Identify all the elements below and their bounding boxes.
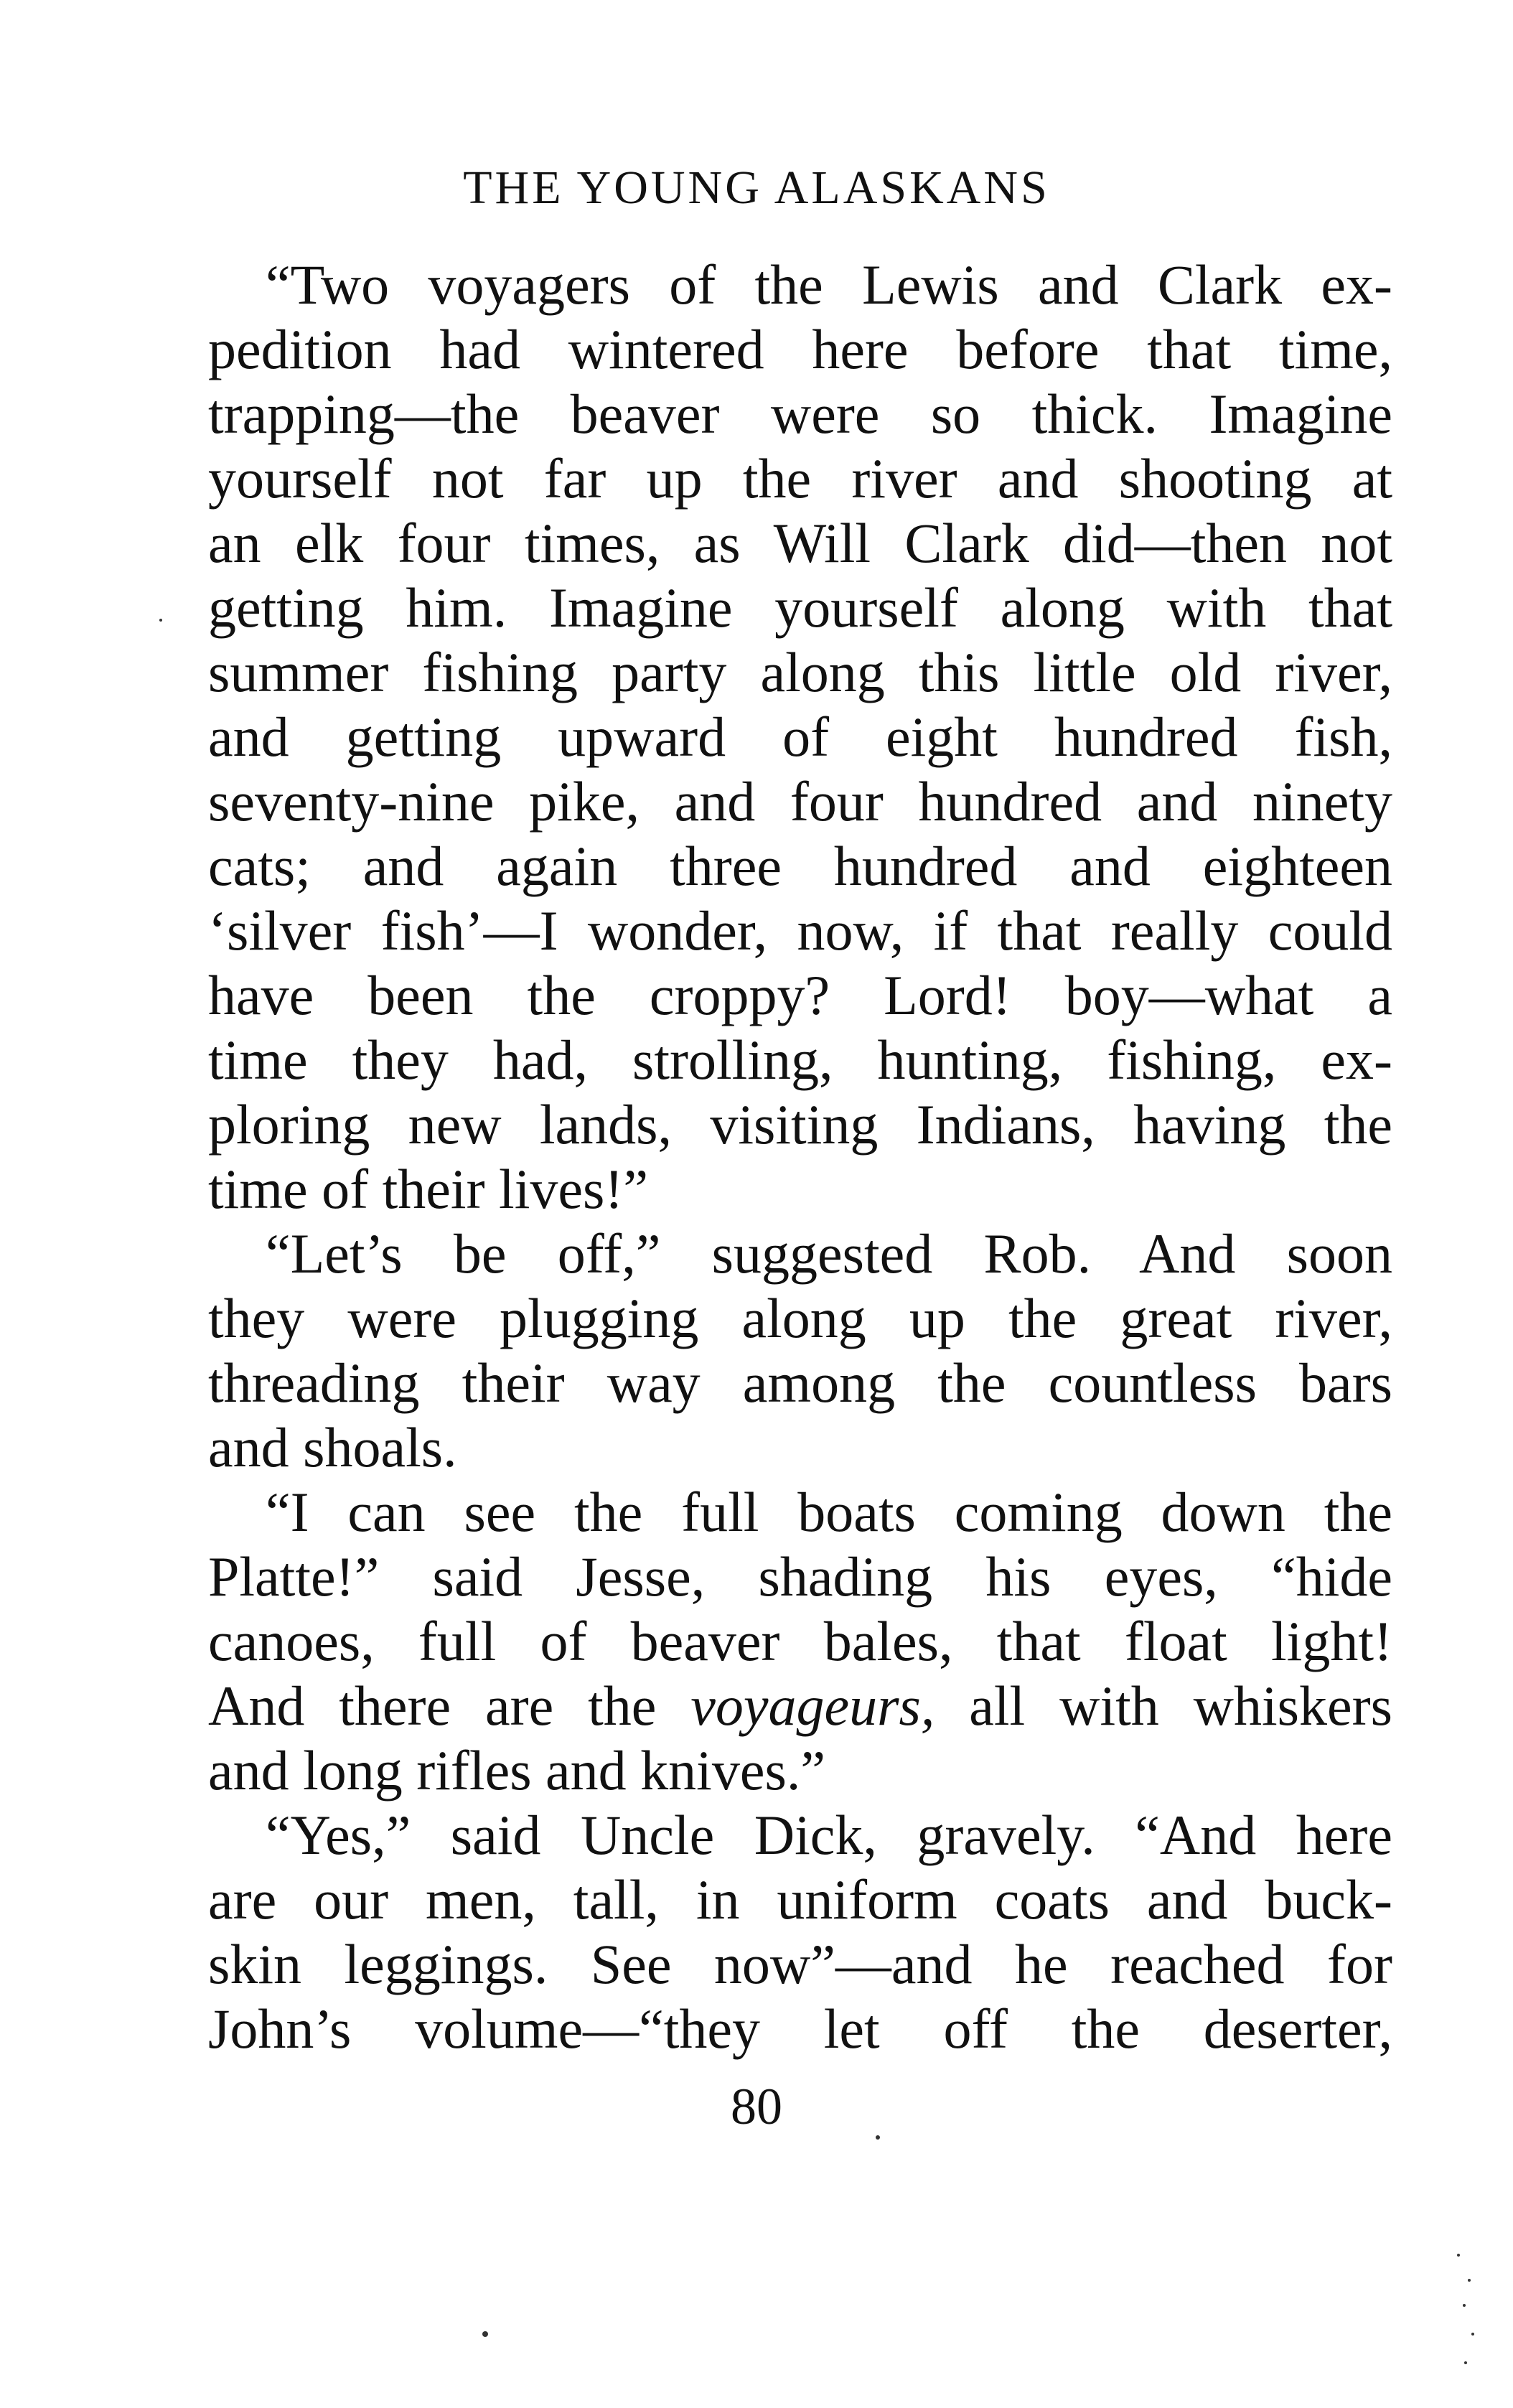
text-line: summer fishing party along this little old river, xyxy=(208,641,1392,703)
text-line: “I can see the full boats coming down the xyxy=(266,1481,1392,1543)
text-line: threading their way among the countless bars xyxy=(208,1351,1392,1414)
text-line: time of their lives!” xyxy=(208,1158,648,1220)
text-line: John’s volume—“they let off the deserter, xyxy=(208,1997,1392,2060)
text-run: And there are the xyxy=(208,1674,691,1737)
text-line: yourself not far up the river and shooting at xyxy=(208,447,1392,510)
text-line: skin leggings. See now”—and he reached for xyxy=(208,1933,1392,1995)
print-speck xyxy=(1457,2254,1460,2257)
print-speck xyxy=(1471,2333,1474,2336)
text-line: and long rifles and knives.” xyxy=(208,1739,825,1802)
text-line: ‘silver fish’—I wonder, now, if that really could xyxy=(208,899,1392,962)
print-speck xyxy=(1464,2361,1467,2364)
print-speck xyxy=(159,619,162,622)
text-line: seventy-nine pike, and four hundred and ninety xyxy=(208,770,1392,833)
text-line: “Yes,” said Uncle Dick, gravely. “And here xyxy=(266,1804,1392,1866)
text-line: trapping—the beaver were so thick. Imagine xyxy=(208,383,1392,445)
page-number: 80 xyxy=(731,2078,782,2135)
text-line: “Two voyagers of the Lewis and Clark ex- xyxy=(266,253,1392,316)
text-line: they were plugging along up the great river, xyxy=(208,1287,1392,1349)
running-head: THE YOUNG ALASKANS xyxy=(463,161,1050,214)
print-speck xyxy=(1468,2279,1471,2282)
text-line: ploring new lands, visiting Indians, having the xyxy=(208,1093,1392,1156)
text-line: and getting upward of eight hundred fish, xyxy=(208,706,1392,768)
text-line: getting him. Imagine yourself along with that xyxy=(208,576,1392,639)
print-speck xyxy=(482,2331,488,2337)
text-line: cats; and again three hundred and eighteen xyxy=(208,835,1392,897)
text-run: all with whiskers xyxy=(934,1674,1392,1737)
text-line: and shoals. xyxy=(208,1416,457,1479)
text-line: time they had, strolling, hunting, fishing, ex- xyxy=(208,1029,1392,1091)
text-line: are our men, tall, in uniform coats and buck- xyxy=(208,1868,1392,1931)
text-line: have been the croppy? Lord! boy—what a xyxy=(208,964,1392,1026)
text-line: “Let’s be off,” suggested Rob. And soon xyxy=(266,1222,1392,1285)
print-speck xyxy=(876,2135,880,2140)
text-line: Platte!” said Jesse, shading his eyes, “hide xyxy=(208,1545,1392,1608)
print-speck xyxy=(1463,2304,1466,2307)
text-line-mixed xyxy=(208,1674,1392,1738)
italic-word: voyageurs, xyxy=(690,1674,935,1737)
text-line: an elk four times, as Will Clark did—then not xyxy=(208,512,1392,574)
text-line: pedition had wintered here before that time, xyxy=(208,318,1392,380)
text-line: canoes, full of beaver bales, that float light! xyxy=(208,1610,1392,1672)
